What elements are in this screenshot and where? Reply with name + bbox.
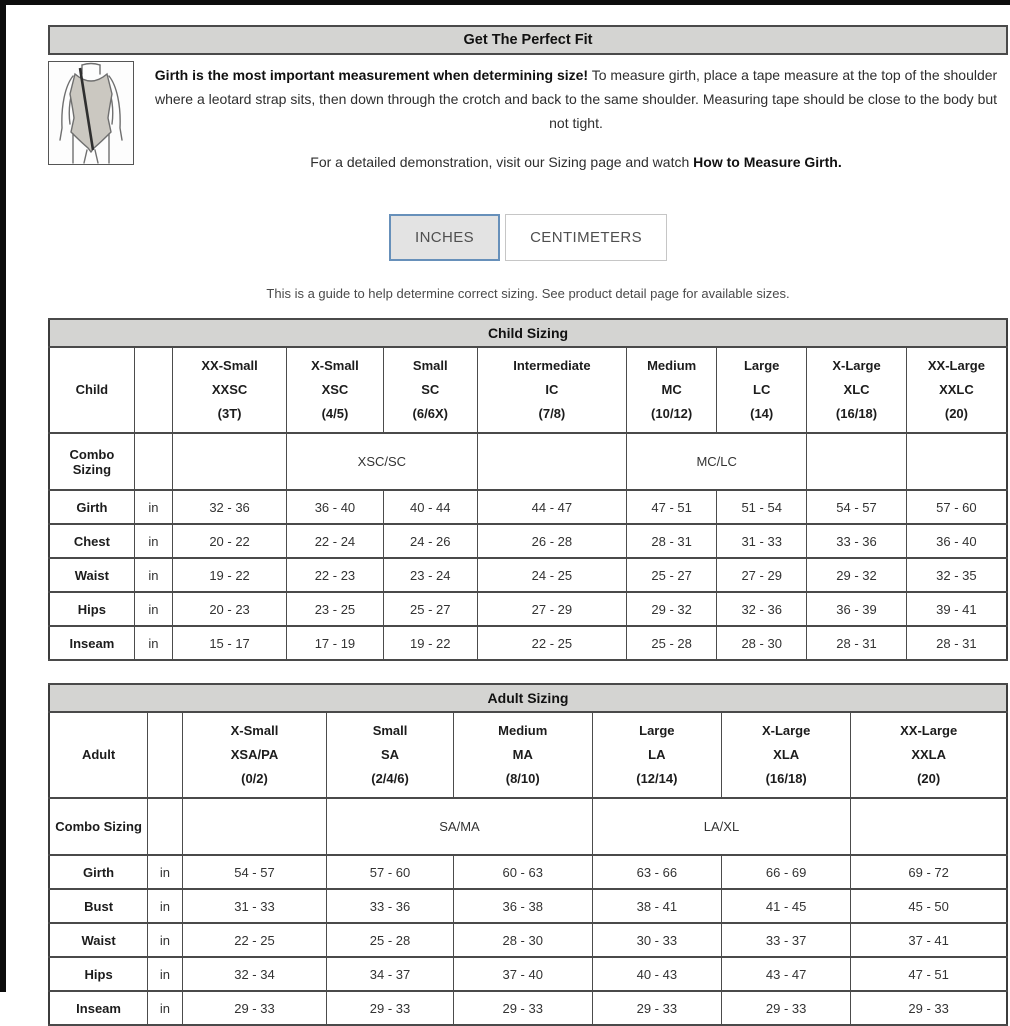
adult-row-label: Hips (49, 957, 148, 991)
inches-button[interactable]: INCHES (389, 214, 500, 261)
child-size-col-header: X-Small XSC (4/5) (287, 347, 384, 433)
adult-combo-cell: SA/MA (327, 798, 592, 855)
adult-value-cell: 60 - 63 (453, 855, 592, 889)
child-unit-cell: in (134, 592, 172, 626)
child-value-cell: 29 - 32 (807, 558, 907, 592)
child-row-label: Hips (49, 592, 134, 626)
child-combo-cell: XSC/SC (287, 433, 478, 490)
adult-value-cell: 33 - 36 (327, 889, 453, 923)
child-value-cell: 24 - 25 (477, 558, 626, 592)
adult-value-cell: 29 - 33 (453, 991, 592, 1025)
unit-toggle (48, 214, 1008, 261)
adult-value-cell: 69 - 72 (851, 855, 1007, 889)
child-value-cell: 22 - 25 (477, 626, 626, 660)
child-value-cell: 36 - 40 (906, 524, 1007, 558)
child-value-cell: 22 - 23 (287, 558, 384, 592)
adult-size-col-header: Small SA (2/4/6) (327, 712, 453, 798)
adult-value-cell: 37 - 40 (453, 957, 592, 991)
child-row-label: Inseam (49, 626, 134, 660)
page-title: Get The Perfect Fit (48, 25, 1008, 55)
adult-unit-col-header (148, 712, 182, 798)
child-title: Child Sizing (49, 319, 1007, 347)
child-value-cell: 39 - 41 (906, 592, 1007, 626)
adult-row-label: Bust (49, 889, 148, 923)
child-size-col-header: Medium MC (10/12) (627, 347, 717, 433)
adult-row-group-label: Adult (49, 712, 148, 798)
adult-value-cell: 63 - 66 (592, 855, 721, 889)
child-value-cell: 32 - 35 (906, 558, 1007, 592)
child-size-col-header: XX-Large XXLC (20) (906, 347, 1007, 433)
adult-row-label: Inseam (49, 991, 148, 1025)
girth-instructions-bold: Girth is the most important measurement when determining size! (154, 67, 589, 83)
adult-size-col-header: XX-Large XXLA (20) (851, 712, 1007, 798)
child-value-cell: 51 - 54 (717, 490, 807, 524)
adult-value-cell: 33 - 37 (722, 923, 851, 957)
demo-note (148, 154, 1004, 170)
child-size-col-header: XX-Small XXSC (3T) (173, 347, 287, 433)
adult-value-cell: 32 - 34 (182, 957, 327, 991)
child-value-cell: 26 - 28 (477, 524, 626, 558)
adult-value-cell: 34 - 37 (327, 957, 453, 991)
child-combo-cell (906, 433, 1007, 490)
child-value-cell: 25 - 28 (627, 626, 717, 660)
adult-row-label: Waist (49, 923, 148, 957)
adult-value-cell: 29 - 33 (327, 991, 453, 1025)
girth-intro-section (48, 61, 1008, 170)
adult-unit-cell: in (148, 991, 182, 1025)
adult-size-col-header: Medium MA (8/10) (453, 712, 592, 798)
demo-note-prefix: For a detailed demonstration, visit our Sizing page and watch (310, 154, 690, 171)
adult-title: Adult Sizing (49, 684, 1007, 712)
child-size-col-header: Intermediate IC (7/8) (477, 347, 626, 433)
photo-edge-left (0, 0, 6, 992)
child-row-label: Girth (49, 490, 134, 524)
child-value-cell: 44 - 47 (477, 490, 626, 524)
adult-value-cell: 29 - 33 (722, 991, 851, 1025)
adult-value-cell: 37 - 41 (851, 923, 1007, 957)
child-row-label: Chest (49, 524, 134, 558)
child-size-col-header: X-Large XLC (16/18) (807, 347, 907, 433)
child-value-cell: 28 - 31 (627, 524, 717, 558)
adult-value-cell: 41 - 45 (722, 889, 851, 923)
adult-value-cell: 57 - 60 (327, 855, 453, 889)
centimeters-button[interactable]: CENTIMETERS (505, 214, 667, 261)
child-combo-cell (477, 433, 626, 490)
adult-size-col-header: Large LA (12/14) (592, 712, 721, 798)
child-value-cell: 28 - 31 (807, 626, 907, 660)
child-value-cell: 31 - 33 (717, 524, 807, 558)
child-unit-col-header (134, 347, 172, 433)
child-value-cell: 25 - 27 (627, 558, 717, 592)
adult-value-cell: 38 - 41 (592, 889, 721, 923)
child-value-cell: 23 - 25 (287, 592, 384, 626)
adult-combo-label: Combo Sizing (49, 798, 148, 855)
girth-instructions-rest: To measure girth, place a tape measure at the top of the shoulder where a leotard strap sits, then down through the crotch and back to the same shoulder. Measuring tape should be close to the body but not tight. (154, 67, 998, 132)
child-value-cell: 20 - 22 (173, 524, 287, 558)
child-combo-unit-cell (134, 433, 172, 490)
adult-value-cell: 29 - 33 (182, 991, 327, 1025)
child-value-cell: 57 - 60 (906, 490, 1007, 524)
child-value-cell: 19 - 22 (173, 558, 287, 592)
child-value-cell: 33 - 36 (807, 524, 907, 558)
child-unit-cell: in (134, 626, 172, 660)
child-value-cell: 23 - 24 (383, 558, 477, 592)
adult-value-cell: 28 - 30 (453, 923, 592, 957)
adult-unit-cell: in (148, 957, 182, 991)
child-value-cell: 19 - 22 (383, 626, 477, 660)
adult-value-cell: 45 - 50 (851, 889, 1007, 923)
child-value-cell: 36 - 39 (807, 592, 907, 626)
girth-instructions (148, 63, 1004, 135)
child-size-col-header: Large LC (14) (717, 347, 807, 433)
adult-value-cell: 40 - 43 (592, 957, 721, 991)
adult-unit-cell: in (148, 889, 182, 923)
adult-value-cell: 36 - 38 (453, 889, 592, 923)
child-sizing-table (48, 318, 1008, 661)
size-chart-page (48, 25, 1008, 1026)
adult-value-cell: 31 - 33 (182, 889, 327, 923)
adult-value-cell: 29 - 33 (592, 991, 721, 1025)
adult-size-col-header: X-Small XSA/PA (0/2) (182, 712, 327, 798)
child-value-cell: 29 - 32 (627, 592, 717, 626)
child-value-cell: 47 - 51 (627, 490, 717, 524)
child-row-group-label: Child (49, 347, 134, 433)
adult-value-cell: 54 - 57 (182, 855, 327, 889)
leotard-girth-icon (49, 62, 133, 164)
child-value-cell: 15 - 17 (173, 626, 287, 660)
child-value-cell: 20 - 23 (173, 592, 287, 626)
child-value-cell: 27 - 29 (477, 592, 626, 626)
adult-combo-cell (182, 798, 327, 855)
child-value-cell: 17 - 19 (287, 626, 384, 660)
child-value-cell: 28 - 31 (906, 626, 1007, 660)
adult-value-cell: 30 - 33 (592, 923, 721, 957)
child-value-cell: 40 - 44 (383, 490, 477, 524)
child-value-cell: 24 - 26 (383, 524, 477, 558)
child-unit-cell: in (134, 490, 172, 524)
demo-note-bold: How to Measure Girth. (693, 154, 842, 171)
photo-edge-top (0, 0, 1010, 5)
child-combo-cell (807, 433, 907, 490)
child-value-cell: 28 - 30 (717, 626, 807, 660)
child-combo-cell: MC/LC (627, 433, 807, 490)
adult-value-cell: 47 - 51 (851, 957, 1007, 991)
child-value-cell: 27 - 29 (717, 558, 807, 592)
adult-value-cell: 22 - 25 (182, 923, 327, 957)
adult-value-cell: 43 - 47 (722, 957, 851, 991)
child-combo-cell (173, 433, 287, 490)
adult-value-cell: 25 - 28 (327, 923, 453, 957)
child-unit-cell: in (134, 524, 172, 558)
child-value-cell: 22 - 24 (287, 524, 384, 558)
adult-combo-cell: LA/XL (592, 798, 851, 855)
child-unit-cell: in (134, 558, 172, 592)
adult-combo-unit-cell (148, 798, 182, 855)
sizing-guide-note: This is a guide to help determine correct sizing. See product detail page for available sizes. (266, 286, 790, 302)
leotard-girth-illustration (48, 61, 134, 165)
adult-value-cell: 29 - 33 (851, 991, 1007, 1025)
adult-combo-cell (851, 798, 1007, 855)
child-value-cell: 36 - 40 (287, 490, 384, 524)
adult-unit-cell: in (148, 855, 182, 889)
adult-row-label: Girth (49, 855, 148, 889)
adult-value-cell: 66 - 69 (722, 855, 851, 889)
child-combo-label: Combo Sizing (49, 433, 134, 490)
child-row-label: Waist (49, 558, 134, 592)
child-value-cell: 32 - 36 (717, 592, 807, 626)
adult-sizing-table (48, 683, 1008, 1026)
adult-unit-cell: in (148, 923, 182, 957)
girth-intro-text-column (134, 61, 1008, 170)
child-size-col-header: Small SC (6/6X) (383, 347, 477, 433)
child-value-cell: 32 - 36 (173, 490, 287, 524)
child-value-cell: 25 - 27 (383, 592, 477, 626)
adult-size-col-header: X-Large XLA (16/18) (722, 712, 851, 798)
child-value-cell: 54 - 57 (807, 490, 907, 524)
